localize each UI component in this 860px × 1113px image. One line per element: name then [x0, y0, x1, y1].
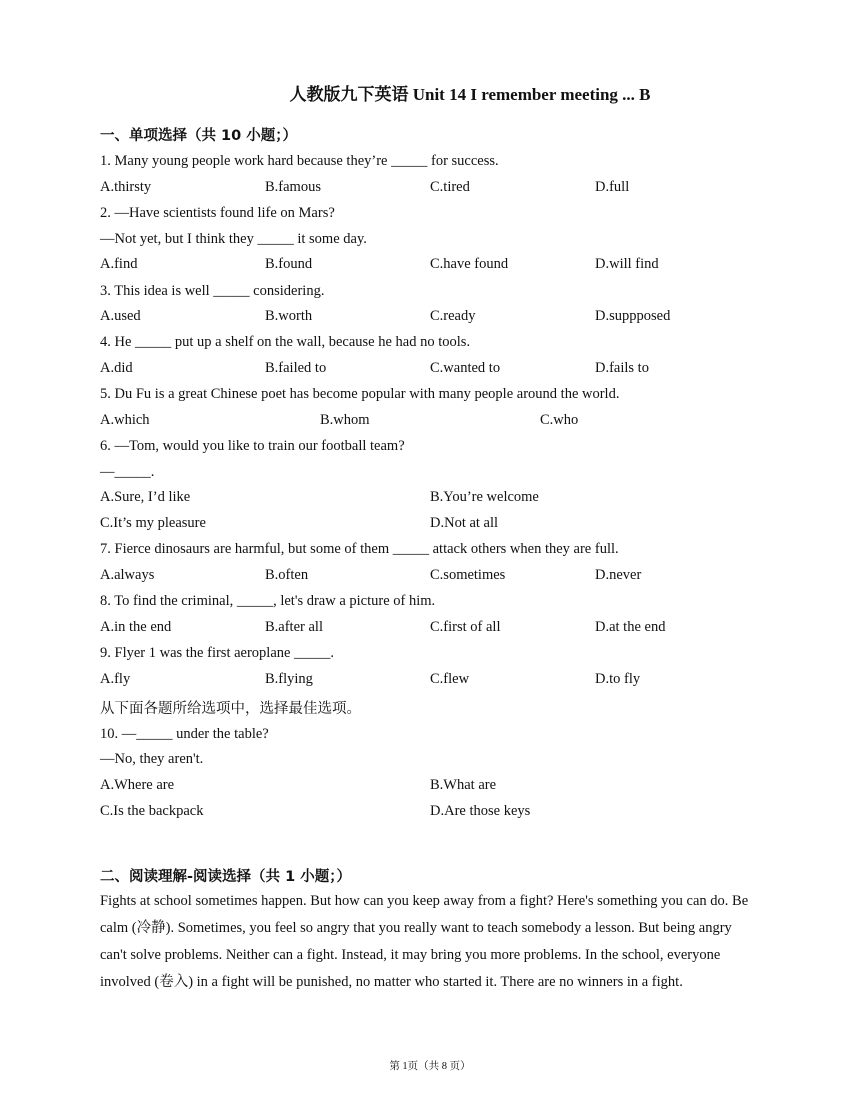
- question-5-stem: 5. Du Fu is a great Chinese poet has become popular with many people around the world.: [100, 386, 620, 402]
- reading-passage: Fights at school sometimes happen. But how can you keep away from a fight? Here's something you can do. Be calm (冷静). Sometimes, you feel so angry that you really want to teach somebody a lesson. But being angry can't solve problems. Neither can a fight. Instead, it may bring you more problems. In the school, everyone involved (卷入) in a fight will be punished, no matter who started it. There are no winners in a fight.: [100, 893, 749, 990]
- question-4-option-c: C.wanted to: [430, 360, 501, 376]
- question-5-option-b: B.whom: [320, 412, 370, 428]
- question-4-stem: 4. He _____ put up a shelf on the wall, because he had no tools.: [100, 334, 471, 350]
- question-9-option-b: B.flying: [265, 671, 313, 687]
- question-8-option-d: D.at the end: [595, 619, 666, 635]
- question-5-option-c: C.who: [540, 412, 579, 428]
- question-6-stem: 6. —Tom, would you like to train our football team?: [100, 438, 405, 454]
- question-8-option-c: C.first of all: [430, 619, 501, 635]
- question-4-option-a: A.did: [100, 360, 133, 376]
- question-10-option-b: B.What are: [430, 777, 497, 793]
- question-9-option-d: D.to fly: [595, 671, 641, 687]
- question-8-option-a: A.in the end: [100, 619, 172, 635]
- question-9-option-c: C.flew: [430, 671, 470, 687]
- question-7-option-b: B.often: [265, 567, 309, 583]
- question-1-stem: 1. Many young people work hard because they’re _____ for success.: [100, 153, 499, 169]
- question-9-stem: 9. Flyer 1 was the first aeroplane _____.: [100, 645, 334, 661]
- question-6-option-a: A.Sure, I’d like: [100, 489, 191, 505]
- question-6-stem-reply: —_____.: [100, 464, 155, 480]
- question-1-option-a: A.thirsty: [100, 179, 152, 195]
- instruction-text: 从下面各题所给选项中，选择最佳选项。: [100, 701, 361, 717]
- question-1-option-c: C.tired: [430, 179, 470, 195]
- question-10-option-c: C.Is the backpack: [100, 803, 204, 819]
- section-heading-reading: 二、阅读理解-阅读选择（共 1 小题；）: [100, 869, 351, 885]
- question-10-stem-reply: —No, they aren't.: [100, 751, 204, 767]
- question-1-option-b: B.famous: [265, 179, 321, 195]
- question-2-option-c: C.have found: [430, 256, 509, 272]
- document-title: 人教版九下英语 Unit 14 I remember meeting ... B: [289, 85, 651, 104]
- question-6-option-d: D.Not at all: [430, 515, 499, 531]
- question-4-option-b: B.failed to: [265, 360, 327, 376]
- question-6-option-b: B.You’re welcome: [430, 489, 539, 505]
- page-footer: 第 1页（共 8 页）: [389, 1061, 471, 1072]
- question-1-option-d: D.full: [595, 179, 630, 195]
- question-3-option-a: A.used: [100, 308, 141, 324]
- question-8-stem: 8. To find the criminal, _____, let's draw a picture of him.: [100, 593, 436, 609]
- question-9-option-a: A.fly: [100, 671, 131, 687]
- question-7-stem: 7. Fierce dinosaurs are harmful, but some of them _____ attack others when they are full.: [100, 541, 619, 557]
- question-2-stem: 2. —Have scientists found life on Mars?: [100, 205, 335, 221]
- question-3-option-c: C.ready: [430, 308, 476, 324]
- question-10-stem: 10. —_____ under the table?: [100, 726, 269, 742]
- question-2-option-d: D.will find: [595, 256, 659, 272]
- question-3-stem: 3. This idea is well _____ considering.: [100, 283, 325, 299]
- question-4-option-d: D.fails to: [595, 360, 649, 376]
- question-10-option-a: A.Where are: [100, 777, 175, 793]
- question-7-option-c: C.sometimes: [430, 567, 506, 583]
- question-3-option-d: D.suppposed: [595, 308, 671, 324]
- question-2-option-a: A.find: [100, 256, 138, 272]
- question-2-option-b: B.found: [265, 256, 313, 272]
- question-10-option-d: D.Are those keys: [430, 803, 531, 819]
- question-8-option-b: B.after all: [265, 619, 323, 635]
- question-7-option-d: D.never: [595, 567, 642, 583]
- question-5-option-a: A.which: [100, 412, 150, 428]
- question-3-option-b: B.worth: [265, 308, 313, 324]
- question-2-stem-reply: —Not yet, but I think they _____ it some day.: [100, 231, 367, 247]
- question-7-option-a: A.always: [100, 567, 155, 583]
- section-heading-single-choice: 一、单项选择（共 10 小题；）: [100, 128, 298, 144]
- question-6-option-c: C.It’s my pleasure: [100, 515, 206, 531]
